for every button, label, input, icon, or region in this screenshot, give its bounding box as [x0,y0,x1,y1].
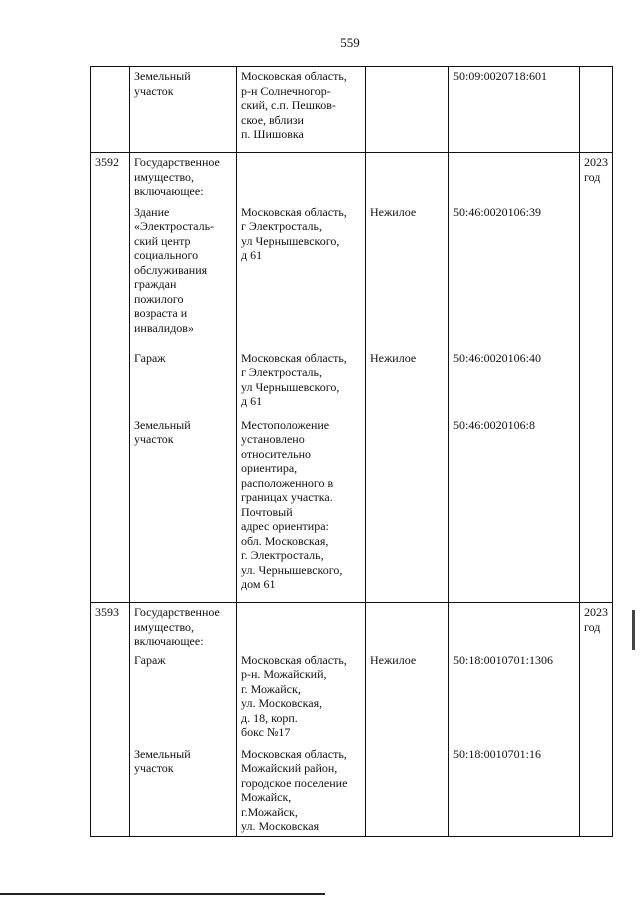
property-name: Государственное имущество, включающее: [130,153,237,203]
property-type [366,603,449,651]
table-row [91,203,613,349]
year [580,416,613,603]
table-row [91,651,613,745]
year [580,203,613,349]
property-name: Государственное имущество, включающее: [130,603,237,651]
row-number [91,416,130,603]
row-number [91,745,130,837]
table-row [91,745,613,837]
row-number [91,651,130,745]
row-number: 3593 [91,603,130,651]
year [580,67,613,153]
year [580,745,613,837]
property-type: Нежилое [366,349,449,416]
property-name: Земельный участок [130,416,237,603]
row-number [91,203,130,349]
page-number: 559 [340,35,360,50]
table-row [91,349,613,416]
property-address: Местоположение установлено относительно ориентира, расположенного в границах участка. Почтовый адрес ориентира: обл. Московская, г. Электросталь, ул. Чернышевского, дом 61 [237,416,366,603]
property-address: Московская область, р-н Солнечногор- ский, с.п. Пешков- ское, вблизи п. Шишовка [237,67,366,153]
property-name: Гараж [130,349,237,416]
property-type [366,745,449,837]
year [580,349,613,416]
scan-bottom-line [0,893,325,895]
property-address: Московская область, р-н. Можайский, г. Можайск, ул. Московская, д. 18, корп. бокс №17 [237,651,366,745]
year: 2023 год [580,153,613,203]
property-name: Здание «Электросталь- ский центр социального обслуживания граждан пожилого возраста и инвалидов» [130,203,237,349]
property-address [237,603,366,651]
cadastral-number [449,603,580,651]
table-row [91,153,613,203]
cadastral-number: 50:09:0020718:601 [449,67,580,153]
cadastral-number: 50:18:0010701:16 [449,745,580,837]
property-name: Гараж [130,651,237,745]
property-address: Московская область, г Электросталь, ул Чернышевского, д 61 [237,203,366,349]
cadastral-number: 50:46:0020106:40 [449,349,580,416]
year: 2023 год [580,603,613,651]
year [580,651,613,745]
property-registry-table [90,66,613,837]
table-row [91,416,613,603]
table-row [91,603,613,651]
cadastral-number [449,153,580,203]
property-name: Земельный участок [130,67,237,153]
cadastral-number: 50:18:0010701:1306 [449,651,580,745]
property-type [366,67,449,153]
row-number: 3592 [91,153,130,203]
property-type [366,416,449,603]
property-address: Московская область, г Электросталь, ул Чернышевского, д 61 [237,349,366,416]
cadastral-number: 50:46:0020106:39 [449,203,580,349]
property-type: Нежилое [366,651,449,745]
property-type: Нежилое [366,203,449,349]
property-address: Московская область, Можайский район, городское поселение Можайск, г.Можайск, ул. Московская [237,745,366,837]
row-number [91,349,130,416]
row-number [91,67,130,153]
property-type [366,153,449,203]
property-address [237,153,366,203]
property-name: Земельный участок [130,745,237,837]
table-row [91,67,613,153]
cadastral-number: 50:46:0020106:8 [449,416,580,603]
scan-edge-mark [632,610,635,650]
